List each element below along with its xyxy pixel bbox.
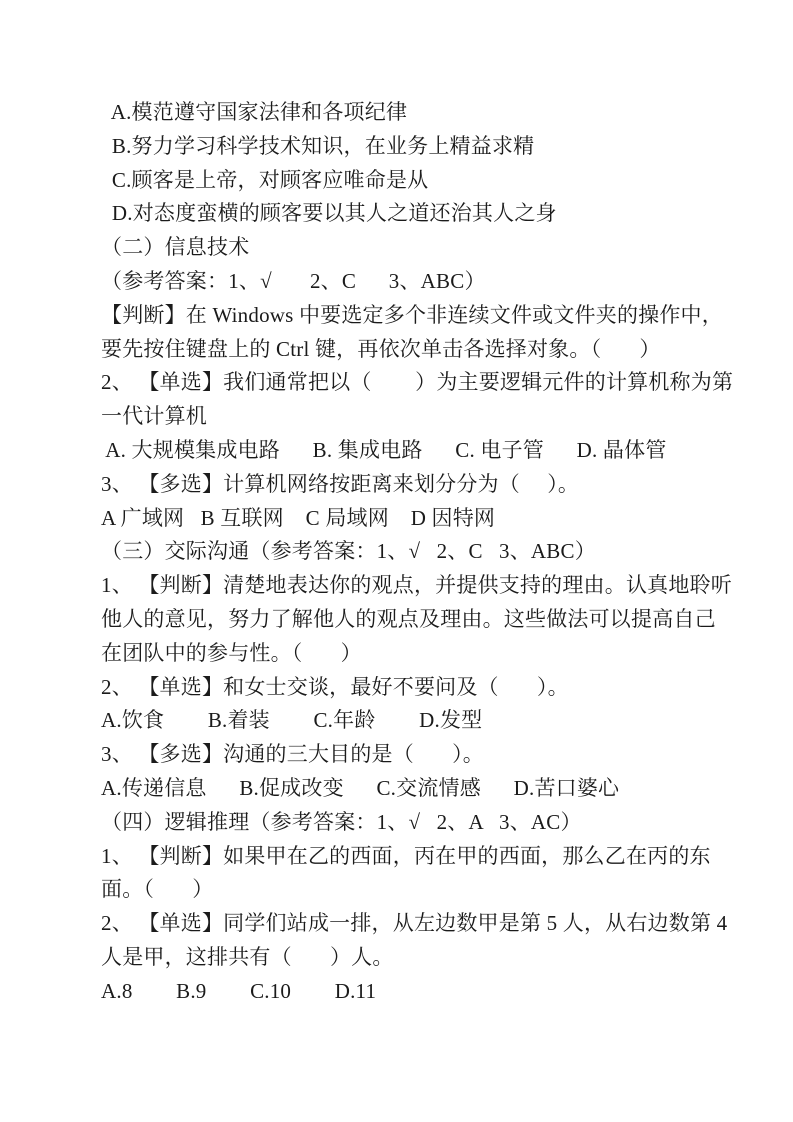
section-heading: （二）信息技术 [101, 235, 250, 260]
option-line: C.顾客是上帝，对顾客应唯命是从 [101, 167, 429, 192]
option-line: D.对态度蛮横的顾客要以其人之道还治其人之身 [101, 201, 557, 226]
question-line: 1、 【判断】清楚地表达你的观点，并提供支持的理由。认真地聆听 [101, 573, 732, 598]
question-line: 2、 【单选】我们通常把以（ ）为主要逻辑元件的计算机称为第 [101, 370, 734, 395]
question-line: 【判断】在 Windows 中要选定多个非连续文件或文件夹的操作中， [101, 302, 723, 327]
option-line: A. 大规模集成电路 B. 集成电路 C. 电子管 D. 晶体管 [101, 437, 667, 462]
option-line: A.饮食 B.着装 C.年龄 D.发型 [101, 708, 483, 733]
option-line: A.模范遵守国家法律和各项纪律 [101, 100, 408, 124]
question-line: 3、 【多选】沟通的三大目的是（ ）。 [101, 742, 484, 767]
question-line: 1、 【判断】如果甲在乙的西面，丙在甲的西面，那么乙在丙的东 [101, 843, 711, 868]
question-continuation: 他人的意见，努力了解他人的观点及理由。这些做法可以提高自己 [101, 606, 716, 631]
document-content [101, 96, 733, 1009]
option-line: B.努力学习科学技术知识，在业务上精益求精 [101, 133, 535, 158]
option-line: A 广域网 B 互联网 C 局域网 D 因特网 [101, 505, 496, 530]
question-continuation: 在团队中的参与性。（ ） [101, 640, 362, 665]
question-line: 2、 【单选】同学们站成一排，从左边数甲是第 5 人，从右边数第 4 [101, 911, 728, 936]
section-heading: （三）交际沟通（参考答案：1、√ 2、C 3、ABC） [101, 539, 596, 564]
question-continuation: 人是甲，这排共有（ ）人。 [101, 944, 394, 969]
answer-key-line: （参考答案：1、√ 2、C 3、ABC） [101, 268, 486, 293]
section-heading: （四）逻辑推理（参考答案：1、√ 2、A 3、AC） [101, 809, 582, 834]
question-continuation: 要先按住键盘上的 Ctrl 键，再依次单击各选择对象。（ ） [101, 336, 661, 361]
question-line: 2、 【单选】和女士交谈，最好不要问及（ ）。 [101, 674, 569, 699]
option-line: A.8 B.9 C.10 D.11 [101, 978, 377, 1003]
question-continuation: 一代计算机 [101, 404, 207, 429]
question-line: 3、 【多选】计算机网络按距离来划分分为（ ）。 [101, 471, 580, 496]
question-continuation: 面。（ ） [101, 877, 214, 902]
option-line: A.传递信息 B.促成改变 C.交流情感 D.苦口婆心 [101, 775, 620, 800]
